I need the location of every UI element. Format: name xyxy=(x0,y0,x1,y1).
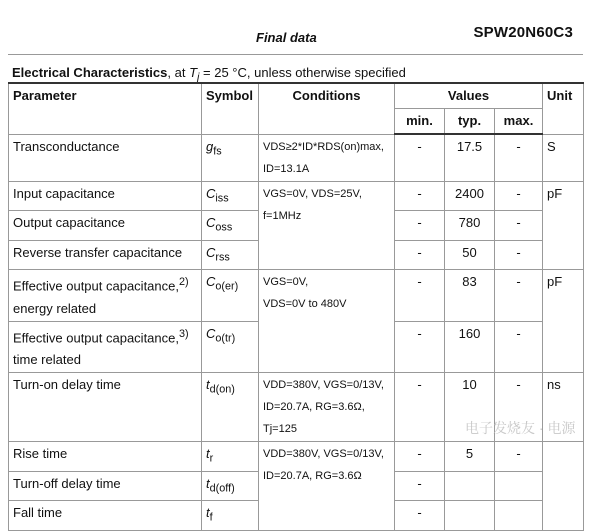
min-cell: - xyxy=(395,240,445,270)
param-cell: Turn-off delay time xyxy=(9,471,202,501)
param-cell: Input capacitance xyxy=(9,181,202,211)
conditions-cell: VDS≥2*ID*RDS(on)max, ID=13.1A xyxy=(259,134,395,181)
table-row xyxy=(9,270,584,321)
typ-cell: 780 xyxy=(445,211,495,241)
conditions-cell: VDD=380V, VGS=0/13V, ID=20.7A, RG=3.6Ω, Tj=125 xyxy=(259,372,395,441)
table-row xyxy=(9,441,584,471)
param-cell: Turn-on delay time xyxy=(9,372,202,441)
typ-cell: 5 xyxy=(445,441,495,471)
min-cell: - xyxy=(395,441,445,471)
max-cell: - xyxy=(495,240,543,270)
table-row xyxy=(9,181,584,211)
symbol-cell: $t_r$ xyxy=(202,441,259,471)
header-rule xyxy=(8,54,583,55)
typ-cell: 50 xyxy=(445,240,495,270)
unit-cell: ns xyxy=(543,372,584,441)
col-min: min. xyxy=(395,109,445,135)
max-cell xyxy=(495,471,543,501)
typ-cell xyxy=(445,501,495,531)
param-cell: Fall time xyxy=(9,501,202,531)
conditions-cell: VGS=0V, VDS=25V, f=1MHz xyxy=(259,181,395,270)
unit-cell xyxy=(543,441,584,530)
symbol-cell: $C_{rss}$ xyxy=(202,240,259,270)
max-cell: - xyxy=(495,372,543,441)
symbol-cell: $C_{o(tr)}$ xyxy=(202,321,259,372)
section-subtitle-prefix: , at xyxy=(167,65,190,80)
param-cell: Transconductance xyxy=(9,134,202,181)
param-cell: Reverse transfer capacitance xyxy=(9,240,202,270)
min-cell: - xyxy=(395,501,445,531)
min-cell: - xyxy=(395,321,445,372)
typ-cell xyxy=(445,471,495,501)
col-max: max. xyxy=(495,109,543,135)
max-cell: - xyxy=(495,181,543,211)
max-cell: - xyxy=(495,441,543,471)
doc-status: Final data xyxy=(256,30,317,45)
tj-symbol: $T_j$ xyxy=(189,65,200,84)
typ-cell: 2400 xyxy=(445,181,495,211)
table-row xyxy=(9,372,584,441)
table-row xyxy=(9,134,584,181)
min-cell: - xyxy=(395,372,445,441)
col-values: Values xyxy=(395,83,543,109)
part-number: SPW20N60C3 xyxy=(473,24,573,41)
conditions-cell: VGS=0V, VDS=0V to 480V xyxy=(259,270,395,373)
col-typ: typ. xyxy=(445,109,495,135)
watermark-text: 电子发烧友 · 电源 xyxy=(465,420,576,436)
symbol-cell: $t_{d(on)}$ xyxy=(202,372,259,441)
symbol-cell: $t_{d(off)}$ xyxy=(202,471,259,501)
max-cell: - xyxy=(495,321,543,372)
max-cell xyxy=(495,501,543,531)
conditions-cell: VDD=380V, VGS=0/13V, ID=20.7A, RG=3.6Ω xyxy=(259,441,395,530)
electrical-characteristics-table xyxy=(8,82,584,531)
unit-cell: pF xyxy=(543,181,584,270)
unit-cell: S xyxy=(543,134,584,181)
param-cell: Effective output capacitance,$^{3)}$ time related xyxy=(9,321,202,372)
col-parameter: Parameter xyxy=(9,83,202,134)
min-cell: - xyxy=(395,270,445,321)
max-cell: - xyxy=(495,211,543,241)
symbol-cell: $t_f$ xyxy=(202,501,259,531)
param-cell: Rise time xyxy=(9,441,202,471)
section-title: Electrical Characteristics xyxy=(12,65,168,80)
symbol-cell: $C_{o(er)}$ xyxy=(202,270,259,321)
max-cell: - xyxy=(495,134,543,181)
typ-cell: 10 xyxy=(445,372,495,441)
page-header xyxy=(0,0,591,58)
col-symbol: Symbol xyxy=(202,83,259,134)
symbol-cell: $C_{oss}$ xyxy=(202,211,259,241)
symbol-cell: $C_{iss}$ xyxy=(202,181,259,211)
section-subtitle-suffix: = 25 °C, unless otherwise specified xyxy=(199,65,406,80)
unit-cell: pF xyxy=(543,270,584,373)
min-cell: - xyxy=(395,471,445,501)
min-cell: - xyxy=(395,181,445,211)
typ-cell: 17.5 xyxy=(445,134,495,181)
min-cell: - xyxy=(395,134,445,181)
col-conditions: Conditions xyxy=(259,83,395,134)
col-unit: Unit xyxy=(543,83,584,134)
typ-cell: 160 xyxy=(445,321,495,372)
min-cell: - xyxy=(395,211,445,241)
header-row xyxy=(9,83,584,109)
symbol-cell: $g_{fs}$ xyxy=(202,134,259,181)
section-heading xyxy=(12,65,406,84)
typ-cell: 83 xyxy=(445,270,495,321)
param-cell: Effective output capacitance,$^{2)}$ energy related xyxy=(9,270,202,321)
max-cell: - xyxy=(495,270,543,321)
param-cell: Output capacitance xyxy=(9,211,202,241)
